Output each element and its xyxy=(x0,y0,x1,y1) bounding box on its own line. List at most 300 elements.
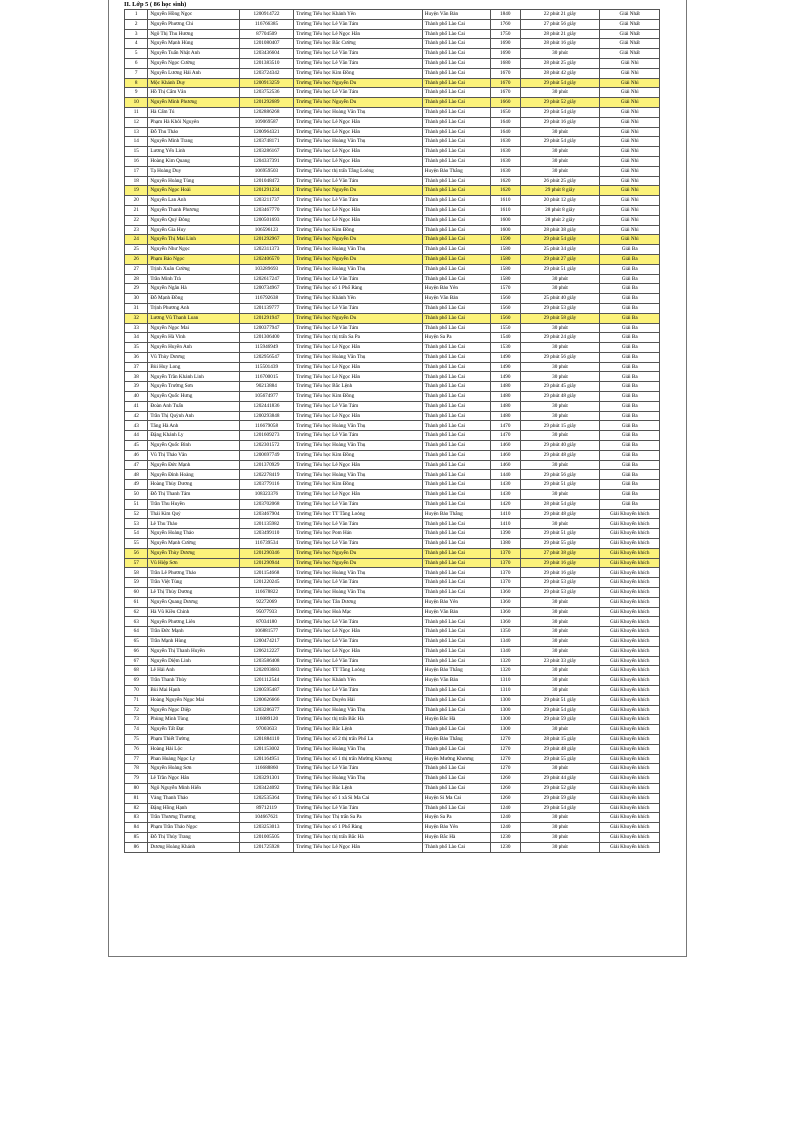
cell-id: 1201005505 xyxy=(239,832,293,842)
cell-stt: 84 xyxy=(125,823,148,833)
cell-score: 1570 xyxy=(490,284,520,294)
cell-score: 1420 xyxy=(490,499,520,509)
cell-id: 1203436604 xyxy=(239,49,293,59)
cell-time: 25 phút 40 giây xyxy=(520,294,600,304)
cell-place: Huyện Si Ma Cai xyxy=(422,793,490,803)
cell-name: Nguyễn Lương Hải Anh xyxy=(148,68,239,78)
cell-id: 1201383510 xyxy=(239,58,293,68)
cell-time: 29 phút 16 giây xyxy=(520,558,600,568)
table-row xyxy=(125,362,660,372)
cell-stt: 69 xyxy=(125,676,148,686)
cell-place: Thành phố Lào Cai xyxy=(422,695,490,705)
cell-prize: Giải Ba xyxy=(600,480,660,490)
cell-score: 1340 xyxy=(490,637,520,647)
cell-prize: Giải Khuyến khích xyxy=(600,666,660,676)
cell-time: 30 phút xyxy=(520,490,600,500)
cell-time: 30 phút xyxy=(520,617,600,627)
cell-name: Nguyễn Hà Vinh xyxy=(148,333,239,343)
cell-place: Thành phố Lào Cai xyxy=(422,147,490,157)
cell-school: Trường Tiểu học Kim Đồng xyxy=(294,225,423,235)
cell-prize: Giải Khuyến khích xyxy=(600,627,660,637)
cell-school: Trường Tiểu học TT Tằng Loỏng xyxy=(294,666,423,676)
cell-score: 1270 xyxy=(490,754,520,764)
cell-score: 1630 xyxy=(490,166,520,176)
cell-score: 1430 xyxy=(490,490,520,500)
cell-stt: 36 xyxy=(125,352,148,362)
cell-place: Thành phố Lào Cai xyxy=(422,558,490,568)
cell-school: Trường Tiểu học Lê Ngọc Hân xyxy=(294,215,423,225)
page-border-bottom xyxy=(108,956,687,957)
cell-time: 29 phút 56 giây xyxy=(520,470,600,480)
cell-id: 1201725928 xyxy=(239,842,293,852)
cell-stt: 40 xyxy=(125,392,148,402)
cell-school: Trường Tiểu học Hoàng Văn Thụ xyxy=(294,588,423,598)
cell-id: 115501439 xyxy=(239,362,293,372)
cell-name: Mộc Khánh Duy xyxy=(148,78,239,88)
cell-time: 29 phút 54 giây xyxy=(520,137,600,147)
cell-time: 29 phút 58 giây xyxy=(520,313,600,323)
cell-place: Thành phố Lào Cai xyxy=(422,411,490,421)
cell-time: 29 phút 27 giây xyxy=(520,254,600,264)
cell-time: 30 phút xyxy=(520,832,600,842)
cell-stt: 38 xyxy=(125,372,148,382)
cell-id: 1200626666 xyxy=(239,695,293,705)
cell-score: 1610 xyxy=(490,205,520,215)
cell-stt: 41 xyxy=(125,401,148,411)
cell-prize: Giải Khuyến khích xyxy=(600,548,660,558)
cell-school: Trường Tiểu học thị trấn Sa Pa xyxy=(294,333,423,343)
cell-score: 1600 xyxy=(490,215,520,225)
cell-score: 1760 xyxy=(490,19,520,29)
cell-id: 1203748171 xyxy=(239,137,293,147)
cell-time: 27 phút 38 giây xyxy=(520,548,600,558)
cell-place: Huyện Bảo Thắng xyxy=(422,166,490,176)
cell-score: 1670 xyxy=(490,78,520,88)
table-row xyxy=(125,98,660,108)
cell-name: Lương Yến Linh xyxy=(148,147,239,157)
table-row xyxy=(125,19,660,29)
cell-place: Thành phố Lào Cai xyxy=(422,68,490,78)
cell-place: Huyện Bảo Yên xyxy=(422,823,490,833)
table-row xyxy=(125,490,660,500)
cell-time: 28 phút 15 giây xyxy=(520,734,600,744)
cell-score: 1560 xyxy=(490,294,520,304)
cell-school: Trường Tiểu học thị trấn Bắc Hà xyxy=(294,832,423,842)
cell-place: Thành phố Lào Cai xyxy=(422,88,490,98)
cell-school: Trường Tiểu học Hoàng Văn Thụ xyxy=(294,245,423,255)
cell-school: Trường Tiểu học Lê Ngọc Hân xyxy=(294,362,423,372)
cell-name: Nguyễn Diệm Linh xyxy=(148,656,239,666)
cell-place: Thành phố Lào Cai xyxy=(422,588,490,598)
cell-school: Trường Tiểu học Lê Văn Tám xyxy=(294,274,423,284)
cell-time: 26 phút 25 giây xyxy=(520,176,600,186)
table-row xyxy=(125,29,660,39)
cell-name: Nguyễn Ngọc Hoài xyxy=(148,186,239,196)
cell-id: 1203286377 xyxy=(239,705,293,715)
cell-prize: Giải Ba xyxy=(600,411,660,421)
cell-stt: 18 xyxy=(125,176,148,186)
cell-place: Thành phố Lào Cai xyxy=(422,313,490,323)
cell-school: Trường Tiểu học Lê Văn Tám xyxy=(294,176,423,186)
cell-score: 1360 xyxy=(490,588,520,598)
cell-id: 116739534 xyxy=(239,539,293,549)
cell-score: 1320 xyxy=(490,666,520,676)
table-row xyxy=(125,578,660,588)
table-row xyxy=(125,666,660,676)
cell-school: Trường Tiểu học số 2 thị trấn Phố Lu xyxy=(294,734,423,744)
cell-id: 1203779116 xyxy=(239,480,293,490)
cell-id: 104667621 xyxy=(239,813,293,823)
cell-school: Trường Tiểu học Lê Văn Tám xyxy=(294,431,423,441)
cell-name: Đỗ Thị Thanh Tâm xyxy=(148,490,239,500)
cell-id: 1202093683 xyxy=(239,666,293,676)
cell-name: Nguyễn Phương Liên xyxy=(148,617,239,627)
cell-place: Thành phố Lào Cai xyxy=(422,783,490,793)
table-row xyxy=(125,793,660,803)
cell-stt: 53 xyxy=(125,519,148,529)
cell-score: 1270 xyxy=(490,744,520,754)
cell-prize: Giải Ba xyxy=(600,450,660,460)
cell-place: Thành phố Lào Cai xyxy=(422,205,490,215)
cell-prize: Giải Nhì xyxy=(600,215,660,225)
cell-name: Nguyễn Ngọc Mai xyxy=(148,323,239,333)
cell-score: 1580 xyxy=(490,254,520,264)
cell-time: 30 phút xyxy=(520,362,600,372)
cell-id: 1201609273 xyxy=(239,431,293,441)
cell-stt: 64 xyxy=(125,627,148,637)
cell-time: 29 phút 54 giây xyxy=(520,235,600,245)
cell-score: 1300 xyxy=(490,725,520,735)
cell-name: Đỗ Thu Thảo xyxy=(148,127,239,137)
cell-stt: 83 xyxy=(125,813,148,823)
cell-id: 1202535364 xyxy=(239,793,293,803)
cell-place: Thành phố Lào Cai xyxy=(422,627,490,637)
cell-stt: 31 xyxy=(125,303,148,313)
cell-place: Thành phố Lào Cai xyxy=(422,548,490,558)
cell-name: Vũ Thùy Dương xyxy=(148,352,239,362)
cell-place: Thành phố Lào Cai xyxy=(422,539,490,549)
cell-place: Thành phố Lào Cai xyxy=(422,441,490,451)
cell-score: 1300 xyxy=(490,715,520,725)
table-row xyxy=(125,372,660,382)
cell-place: Thành phố Lào Cai xyxy=(422,264,490,274)
cell-school: Trường Tiểu học Lê Văn Tám xyxy=(294,303,423,313)
cell-school: Trường Tiểu học Lê Văn Tám xyxy=(294,539,423,549)
cell-id: 1201154668 xyxy=(239,568,293,578)
cell-time: 29 phút 55 giây xyxy=(520,754,600,764)
cell-prize: Giải Khuyến khích xyxy=(600,568,660,578)
cell-time: 29 phút 44 giây xyxy=(520,774,600,784)
cell-name: Vũ Hiệp Sơn xyxy=(148,558,239,568)
cell-prize: Giải Khuyến khích xyxy=(600,539,660,549)
cell-school: Trường Tiểu học Pom Hán xyxy=(294,529,423,539)
cell-time: 30 phút xyxy=(520,431,600,441)
cell-id: 1203467904 xyxy=(239,509,293,519)
cell-name: Nguyễn Gia Huy xyxy=(148,225,239,235)
cell-time: 29 phút 16 giây xyxy=(520,117,600,127)
cell-score: 1630 xyxy=(490,147,520,157)
cell-name: Trần Thu Huyền xyxy=(148,499,239,509)
cell-stt: 8 xyxy=(125,78,148,88)
cell-place: Thành phố Lào Cai xyxy=(422,127,490,137)
cell-stt: 15 xyxy=(125,147,148,157)
cell-school: Trường Tiểu học Hoàng Văn Thụ xyxy=(294,744,423,754)
table-row xyxy=(125,617,660,627)
cell-prize: Giải Khuyến khích xyxy=(600,705,660,715)
table-row xyxy=(125,431,660,441)
table-row xyxy=(125,176,660,186)
cell-id: 1202956547 xyxy=(239,352,293,362)
cell-place: Thành phố Lào Cai xyxy=(422,245,490,255)
table-row xyxy=(125,303,660,313)
cell-id: 95077933 xyxy=(239,607,293,617)
cell-place: Thành phố Lào Cai xyxy=(422,303,490,313)
cell-id: 1201370929 xyxy=(239,460,293,470)
cell-school: Trường Tiểu học Lê Ngọc Hân xyxy=(294,460,423,470)
cell-time: 30 phút xyxy=(520,813,600,823)
cell-id: 1201048472 xyxy=(239,176,293,186)
cell-school: Trường Tiểu học Nguyễn Du xyxy=(294,548,423,558)
cell-school: Trường Tiểu học Kim Đồng xyxy=(294,450,423,460)
cell-time: 29 phút 54 giây xyxy=(520,107,600,117)
cell-stt: 58 xyxy=(125,568,148,578)
cell-name: Nguyễn Quốc Hưng xyxy=(148,392,239,402)
cell-prize: Giải Nhì xyxy=(600,176,660,186)
cell-id: 92272069 xyxy=(239,597,293,607)
cell-id: 106881577 xyxy=(239,627,293,637)
cell-time: 29 phút 40 giây xyxy=(520,441,600,451)
cell-id: 105674977 xyxy=(239,392,293,402)
cell-time: 27 phút 56 giây xyxy=(520,19,600,29)
cell-time: 30 phút xyxy=(520,627,600,637)
cell-prize: Giải Khuyến khích xyxy=(600,558,660,568)
table-row xyxy=(125,117,660,127)
cell-score: 1380 xyxy=(490,539,520,549)
cell-stt: 61 xyxy=(125,597,148,607)
cell-time: 30 phút xyxy=(520,284,600,294)
cell-prize: Giải Nhì xyxy=(600,156,660,166)
cell-stt: 35 xyxy=(125,343,148,353)
cell-prize: Giải Ba xyxy=(600,294,660,304)
cell-stt: 50 xyxy=(125,490,148,500)
cell-stt: 22 xyxy=(125,215,148,225)
cell-id: 1201290346 xyxy=(239,548,293,558)
cell-place: Thành phố Lào Cai xyxy=(422,656,490,666)
cell-score: 1370 xyxy=(490,558,520,568)
cell-name: Trần Mạnh Hùng xyxy=(148,637,239,647)
cell-place: Thành phố Lào Cai xyxy=(422,637,490,647)
cell-id: 1202441836 xyxy=(239,401,293,411)
cell-place: Thành phố Lào Cai xyxy=(422,362,490,372)
table-row xyxy=(125,352,660,362)
cell-place: Huyện Mường Khương xyxy=(422,754,490,764)
cell-school: Trường Tiểu học Lê Ngọc Hân xyxy=(294,343,423,353)
cell-time: 29 phút 48 giây xyxy=(520,392,600,402)
cell-score: 1580 xyxy=(490,264,520,274)
cell-prize: Giải Khuyến khích xyxy=(600,734,660,744)
cell-stt: 6 xyxy=(125,58,148,68)
cell-score: 1560 xyxy=(490,313,520,323)
cell-name: Nguyễn Huyền Anh xyxy=(148,343,239,353)
cell-name: Trần Đức Mạnh xyxy=(148,627,239,637)
cell-time: 29 phút 45 giây xyxy=(520,382,600,392)
cell-prize: Giải Ba xyxy=(600,431,660,441)
cell-time: 30 phút xyxy=(520,411,600,421)
table-row xyxy=(125,558,660,568)
cell-name: Trần Việt Tùng xyxy=(148,578,239,588)
cell-score: 1270 xyxy=(490,764,520,774)
cell-id: 1202617247 xyxy=(239,274,293,284)
cell-id: 1203702068 xyxy=(239,499,293,509)
cell-time: 29 phút 51 giây xyxy=(520,695,600,705)
cell-stt: 42 xyxy=(125,411,148,421)
cell-place: Thành phố Lào Cai xyxy=(422,401,490,411)
cell-prize: Giải Nhì xyxy=(600,58,660,68)
table-row xyxy=(125,568,660,578)
cell-stt: 71 xyxy=(125,695,148,705)
cell-school: Trường Tiểu học Kim Đồng xyxy=(294,68,423,78)
cell-id: 1202278419 xyxy=(239,470,293,480)
cell-score: 1470 xyxy=(490,421,520,431)
cell-place: Thành phố Lào Cai xyxy=(422,49,490,59)
cell-prize: Giải Nhì xyxy=(600,107,660,117)
cell-place: Thành phố Lào Cai xyxy=(422,196,490,206)
cell-name: Nguyễn Mạnh Cường xyxy=(148,539,239,549)
cell-stt: 72 xyxy=(125,705,148,715)
cell-prize: Giải Nhì xyxy=(600,235,660,245)
cell-id: 1201112544 xyxy=(239,676,293,686)
cell-id: 1201139777 xyxy=(239,303,293,313)
cell-name: Tạ Hoàng Duy xyxy=(148,166,239,176)
cell-time: 22 phút 21 giây xyxy=(520,10,600,20)
cell-name: Vàng Thanh Thảo xyxy=(148,793,239,803)
cell-prize: Giải Khuyến khích xyxy=(600,519,660,529)
table-row xyxy=(125,744,660,754)
table-row xyxy=(125,78,660,88)
cell-prize: Giải Khuyến khích xyxy=(600,509,660,519)
table-row xyxy=(125,842,660,852)
cell-id: 1200734967 xyxy=(239,284,293,294)
cell-time: 29 phút 59 giây xyxy=(520,793,600,803)
cell-time: 28 phút 2 giây xyxy=(520,215,600,225)
cell-prize: Giải Ba xyxy=(600,343,660,353)
cell-stt: 74 xyxy=(125,725,148,735)
cell-stt: 11 xyxy=(125,107,148,117)
cell-score: 1480 xyxy=(490,401,520,411)
table-row xyxy=(125,597,660,607)
cell-school: Trường Tiểu học Lê Ngọc Hân xyxy=(294,411,423,421)
cell-school: Trường Tiểu học Lê Văn Tám xyxy=(294,637,423,647)
cell-name: Hoàng Kim Quang xyxy=(148,156,239,166)
cell-place: Thành phố Lào Cai xyxy=(422,431,490,441)
table-row xyxy=(125,166,660,176)
cell-school: Trường Tiểu học Nguyễn Du xyxy=(294,235,423,245)
cell-time: 30 phút xyxy=(520,49,600,59)
cell-stt: 48 xyxy=(125,470,148,480)
table-row xyxy=(125,196,660,206)
cell-school: Trường Tiểu học Hoàng Văn Thụ xyxy=(294,352,423,362)
cell-place: Thành phố Lào Cai xyxy=(422,352,490,362)
cell-score: 1460 xyxy=(490,441,520,451)
table-row xyxy=(125,803,660,813)
cell-id: 1200501693 xyxy=(239,215,293,225)
cell-time: 29 phút 53 giây xyxy=(520,578,600,588)
cell-name: Ngô Thị Thu Hương xyxy=(148,29,239,39)
cell-prize: Giải Nhì xyxy=(600,205,660,215)
cell-place: Thành phố Lào Cai xyxy=(422,274,490,284)
cell-school: Trường Tiểu học Nguyễn Du xyxy=(294,98,423,108)
cell-name: Phạm Thiết Tường xyxy=(148,734,239,744)
cell-place: Thành phố Lào Cai xyxy=(422,744,490,754)
cell-stt: 76 xyxy=(125,744,148,754)
cell-stt: 19 xyxy=(125,186,148,196)
cell-stt: 10 xyxy=(125,98,148,108)
cell-stt: 66 xyxy=(125,646,148,656)
cell-place: Thành phố Lào Cai xyxy=(422,421,490,431)
cell-name: Nguyễn Lan Anh xyxy=(148,196,239,206)
cell-name: Nguyễn Như Ngọc xyxy=(148,245,239,255)
table-row xyxy=(125,764,660,774)
cell-score: 1230 xyxy=(490,832,520,842)
cell-school: Trường Tiểu học Thị trấn Sa Pa xyxy=(294,813,423,823)
cell-prize: Giải Khuyến khích xyxy=(600,744,660,754)
cell-id: 1202406570 xyxy=(239,254,293,264)
cell-stt: 45 xyxy=(125,441,148,451)
cell-school: Trường Tiểu học số 1 xã Si Ma Cai xyxy=(294,793,423,803)
cell-name: Đặng Hồng Hạnh xyxy=(148,803,239,813)
table-row xyxy=(125,832,660,842)
cell-name: Trần Thị Quỳnh Anh xyxy=(148,411,239,421)
cell-stt: 51 xyxy=(125,499,148,509)
cell-id: 1203752536 xyxy=(239,88,293,98)
cell-stt: 79 xyxy=(125,774,148,784)
cell-school: Trường Tiểu học Hoàng Văn Thụ xyxy=(294,107,423,117)
cell-name: Nguyễn Hoàng Tùng xyxy=(148,176,239,186)
cell-time: 28 phút 38 giây xyxy=(520,225,600,235)
cell-id: 1200377947 xyxy=(239,323,293,333)
cell-school: Trường Tiểu học Lê Văn Tám xyxy=(294,401,423,411)
cell-name: Đoàn Anh Tuấn xyxy=(148,401,239,411)
cell-name: Phạm Bảo Ngọc xyxy=(148,254,239,264)
cell-name: Phan Hoàng Ngọc Ly xyxy=(148,754,239,764)
cell-prize: Giải Nhì xyxy=(600,68,660,78)
table-row xyxy=(125,588,660,598)
cell-school: Trường Tiểu học Bắc Lệnh xyxy=(294,783,423,793)
cell-score: 1660 xyxy=(490,98,520,108)
cell-school: Trường Tiểu học Lê Văn Tám xyxy=(294,499,423,509)
cell-time: 30 phút xyxy=(520,343,600,353)
cell-time: 29 phút 48 giây xyxy=(520,744,600,754)
cell-prize: Giải Khuyến khích xyxy=(600,607,660,617)
cell-score: 1260 xyxy=(490,793,520,803)
cell-name: Nguyễn Trường Sơn xyxy=(148,382,239,392)
cell-school: Trường Tiểu học Nguyễn Du xyxy=(294,558,423,568)
cell-prize: Giải Khuyến khích xyxy=(600,646,660,656)
cell-stt: 73 xyxy=(125,715,148,725)
cell-stt: 20 xyxy=(125,196,148,206)
cell-time: 30 phút xyxy=(520,676,600,686)
cell-score: 1350 xyxy=(490,627,520,637)
cell-score: 1670 xyxy=(490,88,520,98)
cell-id: 1203499110 xyxy=(239,529,293,539)
cell-id: 1202301572 xyxy=(239,441,293,451)
cell-prize: Giải Nhì xyxy=(600,166,660,176)
cell-id: 1201292967 xyxy=(239,235,293,245)
cell-name: Nguyễn Đức Mạnh xyxy=(148,460,239,470)
table-row xyxy=(125,147,660,157)
cell-time: 29 phút 54 giây xyxy=(520,803,600,813)
cell-place: Thành phố Lào Cai xyxy=(422,176,490,186)
